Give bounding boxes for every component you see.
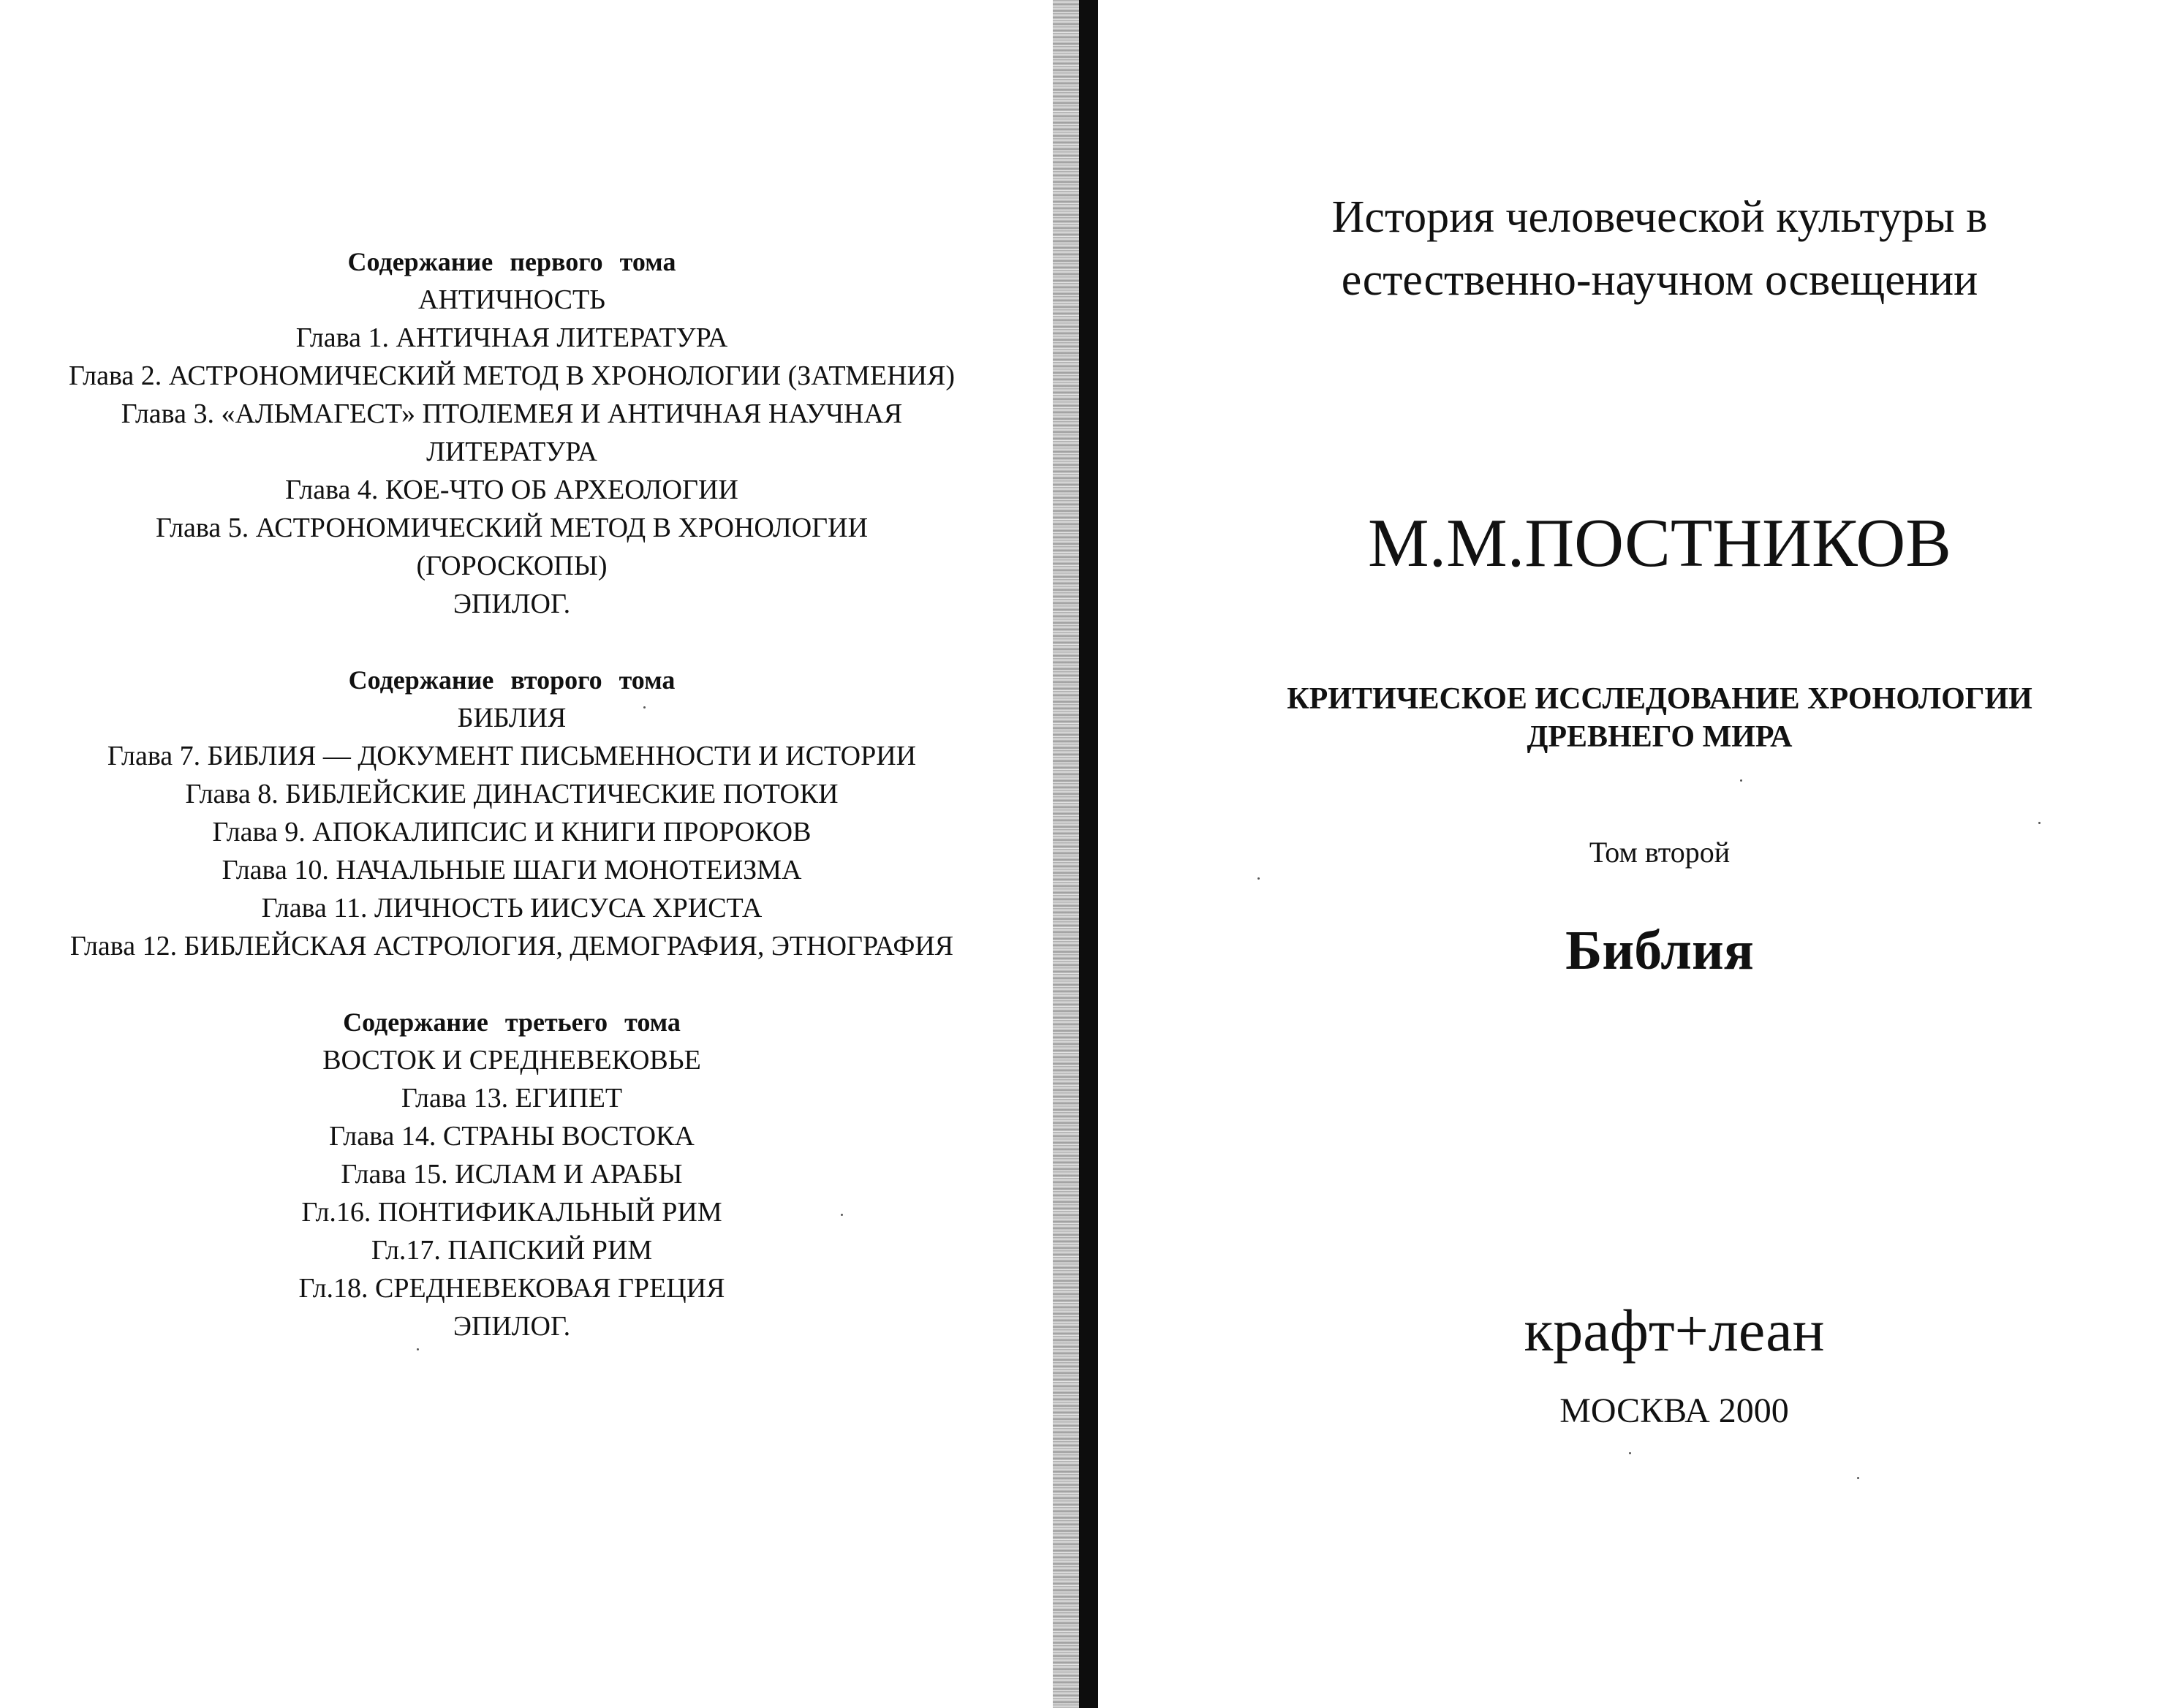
scan-speck [1740, 779, 1742, 782]
toc-line: Глава 5. АСТРОНОМИЧЕСКИЙ МЕТОД В ХРОНОЛОГИИ [155, 513, 869, 543]
toc-line: АНТИЧНОСТЬ [418, 284, 605, 315]
left-page [0, 0, 1053, 1708]
scan-speck [1258, 877, 1260, 880]
toc-volume-3 [0, 1003, 1024, 1345]
scan-speck [1629, 1452, 1631, 1454]
toc-line: Глава 12. БИБЛЕЙСКАЯ АСТРОЛОГИЯ, ДЕМОГРАФИЯ, ЭТНОГРАФИЯ [69, 931, 954, 961]
toc-line: ВОСТОК И СРЕДНЕВЕКОВЬЕ [322, 1045, 701, 1076]
toc-line: Глава 15. ИСЛАМ И АРАБЫ [341, 1159, 683, 1190]
toc-heading: Содержание третьего тома [343, 1008, 681, 1037]
toc-line: Глава 2. АСТРОНОМИЧЕСКИЙ МЕТОД В ХРОНОЛОГИИ (ЗАТМЕНИЯ) [69, 360, 955, 391]
subtitle-line-1: КРИТИЧЕСКОЕ ИССЛЕДОВАНИЕ ХРОНОЛОГИИ [1287, 682, 2032, 716]
publisher-name: крафт+леан [1524, 1297, 1825, 1364]
toc-line: БИБЛИЯ [457, 703, 567, 733]
toc-line: (ГОРОСКОПЫ) [416, 551, 608, 581]
toc-line: ЭПИЛОГ. [453, 589, 571, 619]
author-name: М.М.ПОСТНИКОВ [1368, 505, 1951, 581]
toc-heading: Содержание второго тома [348, 665, 676, 695]
toc-volume-1 [0, 243, 1024, 623]
toc-heading: Содержание первого тома [347, 247, 676, 276]
toc-line: Глава 14. СТРАНЫ ВОСТОКА [329, 1121, 695, 1152]
toc-line: Глава 1. АНТИЧНАЯ ЛИТЕРАТУРА [295, 322, 728, 353]
subtitle-line-2: ДРЕВНЕГО МИРА [1527, 720, 1793, 754]
scan-speck [417, 1348, 419, 1350]
toc-line: Глава 13. ЕГИПЕТ [401, 1083, 623, 1114]
binding-shadow [1053, 0, 1082, 1708]
toc-line: Глава 3. «АЛЬМАГЕСТ» ПТОЛЕМЕЯ И АНТИЧНАЯ НАУЧНАЯ [121, 398, 903, 429]
toc-line: Глава 7. БИБЛИЯ — ДОКУМЕНТ ПИСЬМЕННОСТИ И ИСТОРИИ [107, 741, 917, 771]
publication-city-year: МОСКВА 2000 [1559, 1391, 1789, 1430]
toc-line: Гл.18. СРЕДНЕВЕКОВАЯ ГРЕЦИЯ [298, 1273, 725, 1304]
toc-line: Глава 9. АПОКАЛИПСИС И КНИГИ ПРОРОКОВ [212, 817, 812, 847]
scan-speck [2038, 822, 2041, 824]
toc-line: ЭПИЛОГ. [453, 1311, 571, 1342]
book-title: Библия [1565, 920, 1754, 981]
volume-label: Том второй [1589, 836, 1731, 869]
toc-line: Глава 8. БИБЛЕЙСКИЕ ДИНАСТИЧЕСКИЕ ПОТОКИ [185, 779, 839, 809]
book-subtitle [1141, 680, 2167, 756]
series-title [1141, 186, 2167, 311]
scan-speck [841, 1214, 843, 1216]
toc-line: Глава 10. НАЧАЛЬНЫЕ ШАГИ МОНОТЕИЗМА [222, 855, 802, 885]
toc-line: Гл.17. ПАПСКИЙ РИМ [371, 1235, 653, 1266]
toc-line: Глава 11. ЛИЧНОСТЬ ИИСУСА ХРИСТА [261, 893, 763, 923]
toc-line: ЛИТЕРАТУРА [426, 437, 597, 467]
toc-volume-2 [0, 661, 1024, 965]
toc-line: Глава 4. КОЕ-ЧТО ОБ АРХЕОЛОГИИ [285, 475, 738, 505]
scan-speck [643, 706, 646, 708]
scan-speck [1857, 1477, 1859, 1479]
series-title-line-2: естественно-научном освещении [1341, 255, 1978, 305]
series-title-line-1: История человеческой культуры в [1331, 192, 1988, 242]
toc-line: Гл.16. ПОНТИФИКАЛЬНЫЙ РИМ [301, 1197, 722, 1228]
book-spine [1079, 0, 1098, 1708]
